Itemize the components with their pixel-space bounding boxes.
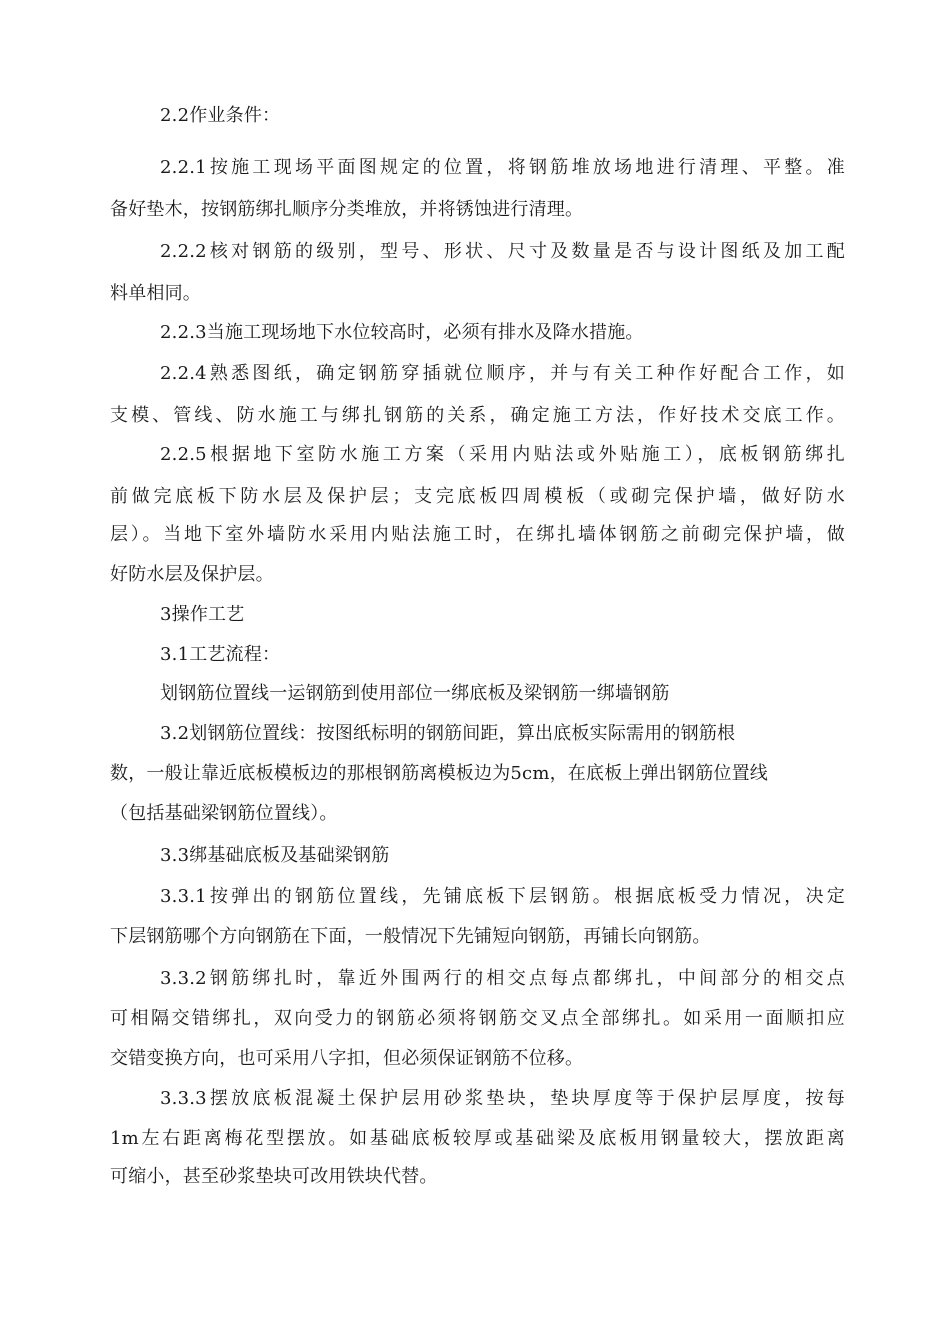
paragraph-line: 可缩小，甚至砂浆垫块可改用铁块代替。 bbox=[110, 1166, 438, 1187]
paragraph-line: 交错变换方向，也可采用八字扣，但必须保证钢筋不位移。 bbox=[110, 1048, 584, 1069]
section-heading: 3操作工艺 bbox=[160, 604, 245, 625]
section-heading: 2.2作业条件： bbox=[160, 105, 281, 126]
paragraph-line: 2.2.1按施工现场平面图规定的位置，将钢筋堆放场地进行清理、平整。准 bbox=[160, 157, 845, 178]
paragraph-line: 3.3.2钢筋绑扎时，靠近外围两行的相交点每点都绑扎，中间部分的相交点 bbox=[160, 968, 845, 989]
paragraph-line: 3.2划钢筋位置线：按图纸标明的钢筋间距，算出底板实际需用的钢筋根 bbox=[160, 723, 736, 744]
paragraph-line: （包括基础梁钢筋位置线）。 bbox=[110, 803, 338, 824]
paragraph-line: 支模、管线、防水施工与绑扎钢筋的关系，确定施工方法，作好技术交底工作。 bbox=[110, 405, 845, 426]
section-heading: 3.1工艺流程： bbox=[160, 644, 281, 665]
paragraph-line: 数，一般让靠近底板模板边的那根钢筋离模板边为5cm，在底板上弹出钢筋位置线 bbox=[110, 763, 768, 784]
paragraph-line: 可相隔交错绑扎，双向受力的钢筋必须将钢筋交叉点全部绑扎。如采用一面顺扣应 bbox=[110, 1008, 845, 1029]
paragraph-line: 下层钢筋哪个方向钢筋在下面，一般情况下先铺短向钢筋，再铺长向钢筋。 bbox=[110, 926, 711, 947]
paragraph-line: 好防水层及保护层。 bbox=[110, 564, 274, 585]
paragraph-line: 3.3.1按弹出的钢筋位置线，先铺底板下层钢筋。根据底板受力情况，决定 bbox=[160, 886, 845, 907]
paragraph-line: 3.3.3摆放底板混凝土保护层用砂浆垫块，垫块厚度等于保护层厚度，按每 bbox=[160, 1088, 845, 1109]
paragraph-line: 划钢筋位置线一运钢筋到使用部位一绑底板及梁钢筋一绑墙钢筋 bbox=[160, 683, 670, 704]
paragraph-line: 2.2.2核对钢筋的级别，型号、形状、尺寸及数量是否与设计图纸及加工配 bbox=[160, 241, 845, 262]
paragraph-line: 层）。当地下室外墙防水采用内贴法施工时，在绑扎墙体钢筋之前砌完保护墙，做 bbox=[110, 524, 845, 545]
paragraph-line: 2.2.3当施工现场地下水位较高时，必须有排水及降水措施。 bbox=[160, 322, 644, 343]
paragraph-line: 2.2.4熟悉图纸，确定钢筋穿插就位顺序，并与有关工种作好配合工作，如 bbox=[160, 363, 845, 384]
section-heading: 3.3绑基础底板及基础梁钢筋 bbox=[160, 845, 390, 866]
paragraph-line: 料单相同。 bbox=[110, 283, 201, 304]
paragraph-line: 前做完底板下防水层及保护层；支完底板四周模板（或砌完保护墙，做好防水 bbox=[110, 486, 845, 507]
paragraph-line: 1m左右距离梅花型摆放。如基础底板较厚或基础梁及底板用钢量较大，摆放距离 bbox=[110, 1128, 845, 1149]
paragraph-line: 备好垫木，按钢筋绑扎顺序分类堆放，并将锈蚀进行清理。 bbox=[110, 199, 584, 220]
paragraph-line: 2.2.5根据地下室防水施工方案（采用内贴法或外贴施工），底板钢筋绑扎 bbox=[160, 444, 845, 465]
